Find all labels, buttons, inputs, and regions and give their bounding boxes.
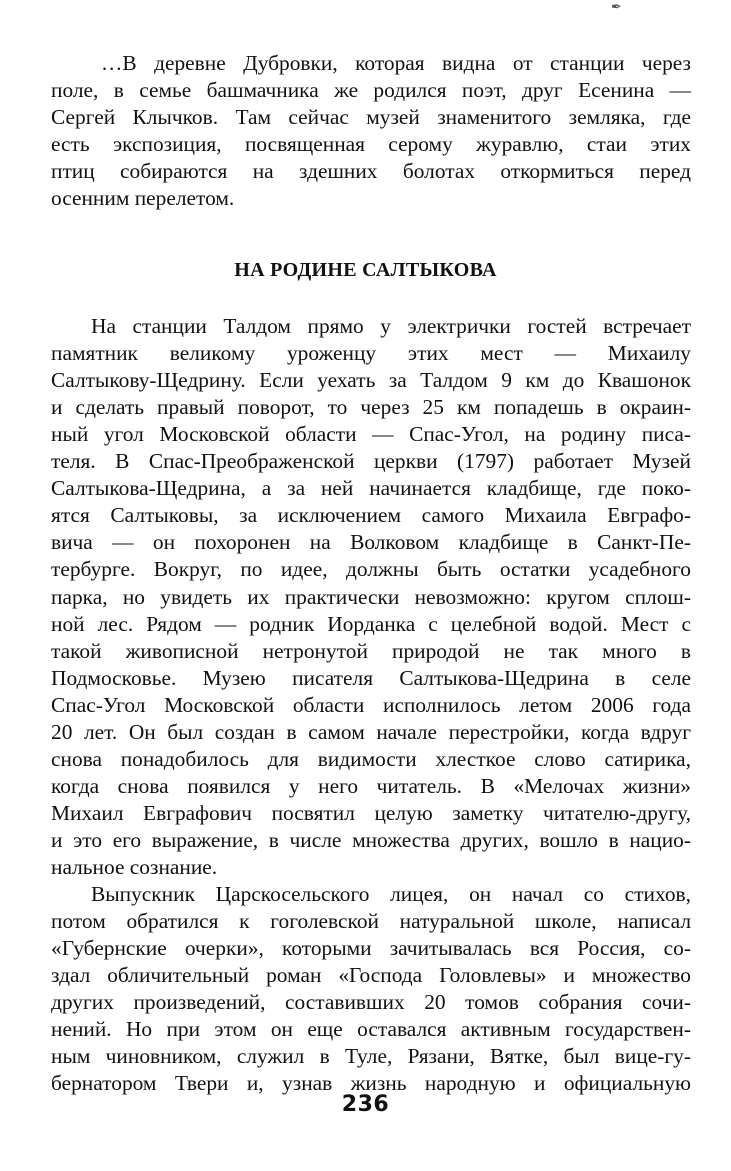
body-line: нальное сознание. [51, 855, 218, 879]
body-line: памятник великому уроженцу этих мест — Михаилу [51, 341, 691, 366]
body-line: Спас-Угол Московской области исполнилось летом 2006 года [51, 692, 691, 717]
body-line: Подмосковье. Музею писателя Салтыкова-Щедрина в селе [51, 665, 691, 690]
intro-line: осенним перелетом. [51, 186, 235, 211]
body-line: нений. Но при этом он еще оставался активным государствен- [51, 1017, 691, 1042]
body-line: теля. В Спас-Преображенской церкви (1797) работает Музей [51, 449, 691, 474]
section-heading: НА РОДИНЕ САЛТЫКОВА [234, 259, 497, 281]
body-line: потом обратился к гоголевской натуральной школе, написал [51, 909, 691, 934]
page-number: 236 [341, 1092, 390, 1117]
body-line: снова понадобилось для видимости хлесткое слово сатирика, [51, 746, 691, 771]
intro-line: птиц собираются на здешних болотах откормиться перед [51, 159, 691, 184]
body-line: Выпускник Царскосельского лицея, он начал со стихов, [91, 882, 691, 907]
body-line: бернатором Твери и, узнав жизнь народную и официальную [51, 1071, 691, 1096]
body-line: такой живописной нетронутой природой не так много в [51, 638, 691, 663]
body-line: вича — он похоронен на Волковом кладбище в Санкт-Пе- [51, 530, 691, 555]
body-line: ной лес. Рядом — родник Иорданка с целебной водой. Мест с [51, 611, 691, 636]
body-line: ный угол Московской области — Спас-Угол, на родину писа- [51, 422, 691, 447]
body-line: ятся Салтыковы, за исключением самого Михаила Евграфо- [51, 503, 691, 528]
body-line: 20 лет. Он был создан в самом начале перестройки, когда вдруг [51, 719, 691, 744]
body-line: «Губернские очерки», которыми зачитывалась вся Россия, со- [51, 936, 691, 961]
body-line: Салтыкова-Щедрина, а за ней начинается кладбище, где поко- [51, 476, 691, 501]
body-line: и это его выражение, в числе множества других, вошло в нацио- [51, 827, 691, 852]
body-line: когда снова появился у него читатель. В «Мелочах жизни» [51, 773, 691, 798]
body-line: Михаил Евграфович посвятил целую заметку читателю-другу, [51, 800, 691, 825]
body-line: тербурге. Вокруг, по идее, должны быть остатки усадебного [51, 557, 691, 582]
body-line: других произведений, составивших 20 томов собрания сочи- [51, 990, 691, 1015]
body-line: Салтыкову-Щедрину. Если уехать за Талдом 9 км до Квашонок [51, 368, 691, 393]
intro-line: поле, в семье башмачника же родился поэт, друг Есенина — [51, 78, 691, 103]
body-line: На станции Талдом прямо у электрички гостей встречает [91, 314, 691, 338]
body-line: здал обличительный роман «Господа Головлевы» и множество [51, 963, 691, 988]
body-line: и сделать правый поворот, то через 25 км попадешь в окраин- [51, 395, 691, 420]
body-line: парка, но увидеть их практически невозможно: кругом сплош- [51, 584, 691, 609]
intro-line: Сергей Клычков. Там сейчас музей знаменитого земляка, где [51, 105, 691, 130]
corner-mark: ✒ [611, 0, 622, 15]
intro-line: есть экспозиция, посвященная серому журавлю, стаи этих [51, 132, 691, 157]
intro-line: …В деревне Дубровки, которая видна от станции через [101, 51, 691, 75]
body-line: ным чиновником, служил в Туле, Рязани, Вятке, был вице-гу- [51, 1044, 691, 1069]
